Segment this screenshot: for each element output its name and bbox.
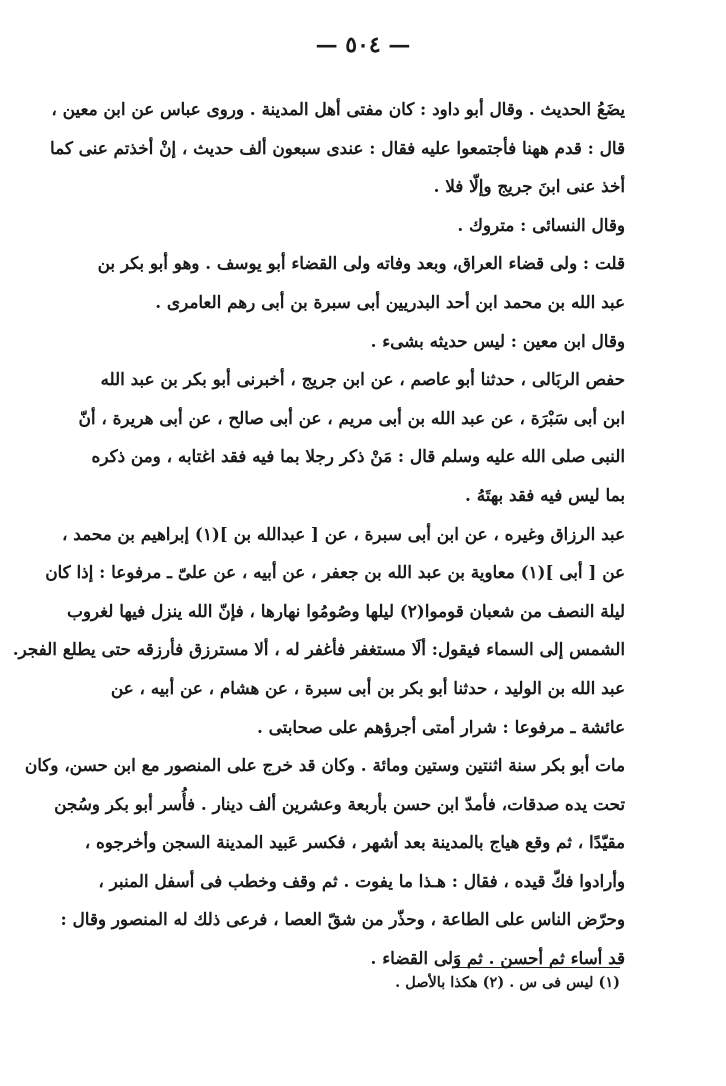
page-number: — ٥٠٤ — [315, 32, 411, 58]
footnotes: (١) ليس فى س . (٢) هكذا بالأصل . [395, 974, 620, 991]
text-line: قلت : ولى قضاء العراق، وبعد وفاته ولى القضاء أبو يوسف . وهو أبو بكر بن [97, 253, 625, 274]
text-line: بما ليس فيه فقد بهتَهُ . [465, 484, 625, 505]
body-text [12, 90, 625, 978]
text-line: قد أساء ثم أحسن . ثم وَلى القضاء . [370, 948, 625, 969]
footnote-separator [455, 967, 620, 968]
text-line: وحرّض الناس على الطاعة ، وحذّر من شقّ العصا ، فرعى ذلك له المنصور وقال : [60, 909, 625, 930]
text-line: تحت يده صدقات، فأمدّ ابن حسن بأربعة وعشرين ألف دينار . فأُسر أبو بكر وسُجن [54, 793, 625, 814]
text-line: عبد الله بن الوليد ، حدثنا أبو بكر بن أبى سبرة ، عن هشام ، عن أبيه ، عن [110, 677, 625, 698]
text-line: النبى صلى الله عليه وسلم قال : مَنْ ذكر رجلا بما فيه فقد اغتابه ، ومن ذكره [91, 446, 625, 467]
text-line: ليلة النصف من شعبان قوموا(٢) ليلها وصُومُوا نهارها ، فإنّ الله ينزل فيها لغروب [67, 600, 625, 621]
text-line: مقيّدًا ، ثم وقع هياج بالمدينة بعد أشهر ، فكسر عَبيد المدينة السجن وأخرجوه ، [84, 832, 625, 853]
text-line: عبد الله بن محمد ابن أحد البدريين أبى سبرة بن أبى رهم العامرى . [155, 291, 625, 312]
text-line: ابن أبى سَبْرَة ، عن عبد الله بن أبى مريم ، عن أبى صالح ، عن أبى هريرة ، أنّ [78, 407, 625, 428]
text-line: وأرادوا فكّ قيده ، فقال : هـذا ما يفوت . ثم وقف وخطب فى أسفل المنبر ، [98, 870, 625, 891]
text-line: عائشة ـ مرفوعا : شرار أمتى أجرؤهم على صحابتى . [256, 716, 625, 737]
text-line: عن [ أبى ](١) معاوية بن عبد الله بن جعفر ، عن أبيه ، عن علىّ ـ مرفوعا : إذا كان [45, 562, 625, 583]
text-line: حفص الربَالى ، حدثنا أبو عاصم ، عن ابن جريج ، أخبرنى أبو بكر بن عبد الله [100, 369, 625, 390]
text-line: عبد الرزاق وغيره ، عن ابن أبى سبرة ، عن [ عبدالله بن ](١) إبراهيم بن محمد ، [62, 523, 625, 544]
text-line: قال : قدم ههنا فأجتمعوا عليه فقال : عندى سبعون ألف حديث ، إنْ أخذتم عنى كما [50, 137, 625, 158]
text-line: مات أبو بكر سنة اثنتين وستين ومائة . وكان قد خرج على المنصور مع ابن حسن، وكان [24, 755, 625, 776]
text-line: وقال ابن معين : ليس حديثه بشىء . [370, 330, 625, 351]
text-line: وقال النسائى : متروك . [457, 214, 625, 235]
text-line: أخذ عنى ابنَ جريج وإلّا فلا . [433, 176, 625, 197]
text-line: يضَعُ الحديث . وقال أبو داود : كان مفتى أهل المدينة . وروى عباس عن ابن معين ، [51, 99, 625, 119]
text-line: الشمس إلى السماء فيقول: ألَا مستغفر فأغفر له ، ألا مسترزق فأرزقه حتى يطلع الفجر. [12, 639, 625, 660]
